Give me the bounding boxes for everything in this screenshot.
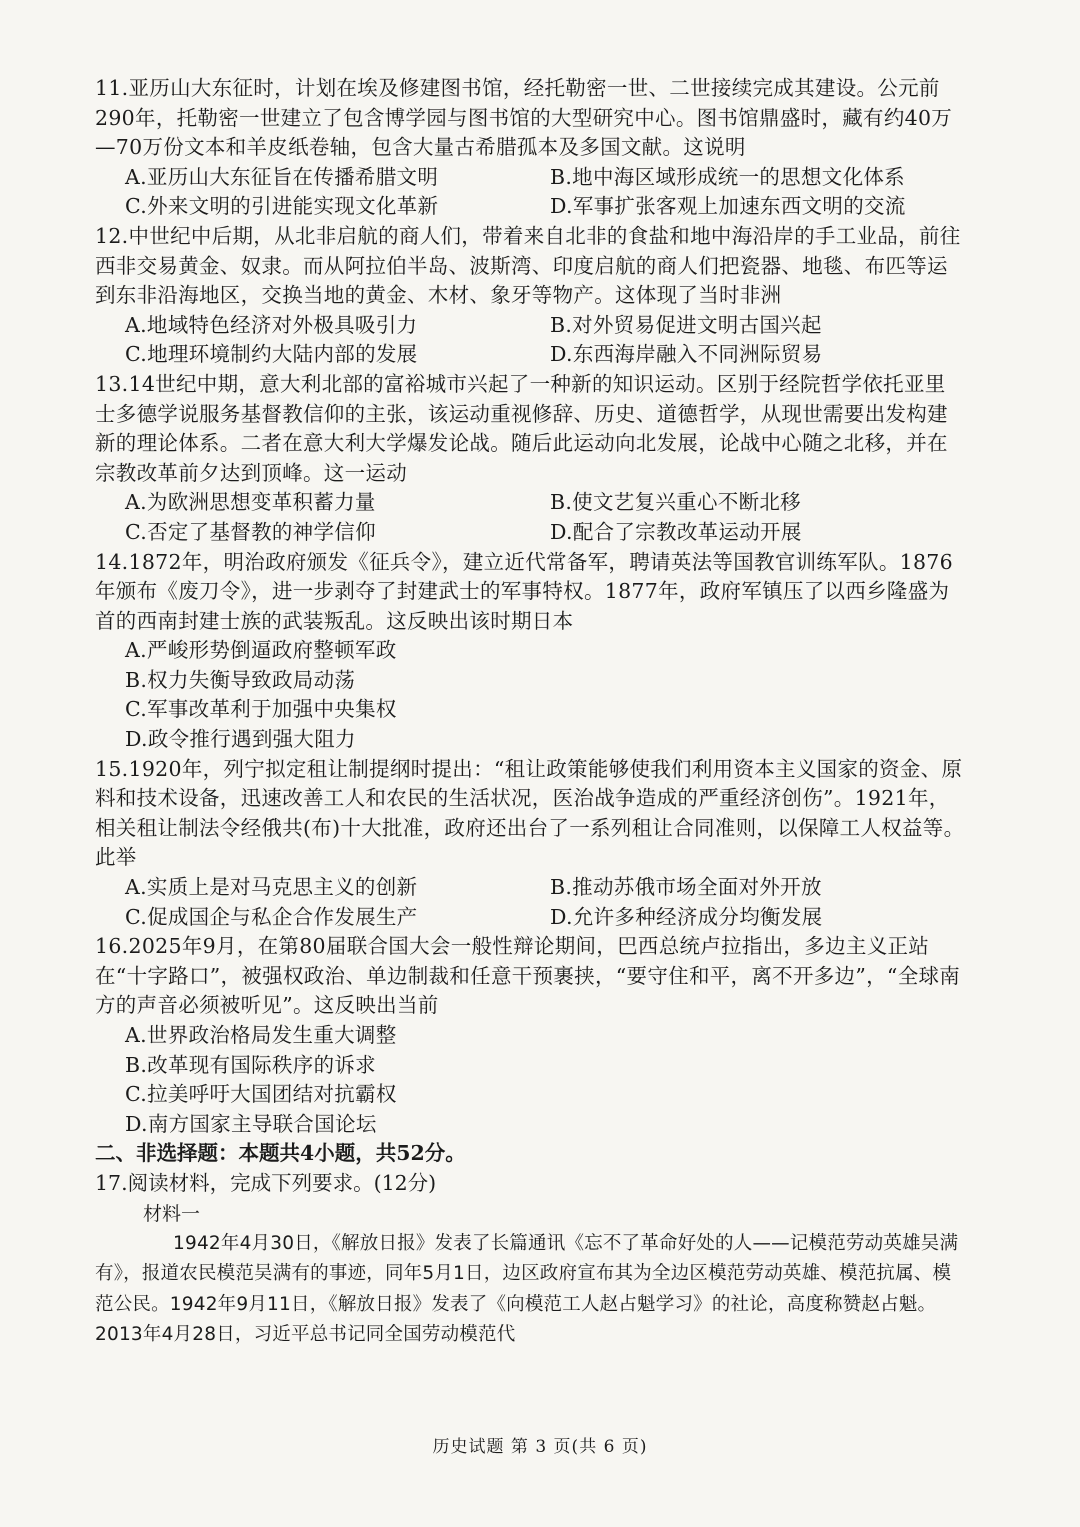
option-c: C.拉美呼吁大国团结对抗霸权: [125, 1082, 397, 1107]
question-14: [95, 548, 965, 755]
question-stem: 16.2025年9月，在第80届联合国大会一般性辩论期间，巴西总统卢拉指出，多边主义正站在“十字路口”，被强权政治、单边制裁和任意干预裹挟，“要守住和平，离不开多边”，“全球南方的声音必须被听见”。这反映出当前: [95, 934, 961, 1018]
option-d: D.南方国家主导联合国论坛: [125, 1111, 377, 1136]
question-stem: 11.亚历山大东征时，计划在埃及修建图书馆，经托勒密一世、二世接续完成其建设。公元前290年，托勒密一世建立了包含博学园与图书馆的大型研究中心。图书馆鼎盛时，藏有约40万—70万份文本和羊皮纸卷轴，包含大量古希腊孤本及多国文献。这说明: [95, 76, 953, 160]
option-d: D.东西海岸融入不同洲际贸易: [550, 342, 823, 367]
question-stem: 12.中世纪中后期，从北非启航的商人们，带着来自北非的食盐和地中海沿岸的手工业品，前往西非交易黄金、奴隶。而从阿拉伯半岛、波斯湾、印度启航的商人们把瓷器、地毯、布匹等运到东非沿海地区，交换当地的黄金、木材、象牙等物产。这体现了当时非洲: [95, 223, 961, 308]
option-c: C.军事改革利于加强中央集权: [125, 697, 397, 722]
options: [95, 636, 965, 754]
section-title: 二、非选择题：本题共4小题，共52分。: [95, 1141, 466, 1166]
exam-page: [95, 74, 965, 1351]
option-a: A.为欧洲思想变革积蓄力量: [125, 490, 376, 515]
question-11: [95, 74, 965, 222]
option-d: D.政令推行遇到强大阻力: [125, 727, 356, 752]
option-b: B.使文艺复兴重心不断北移: [550, 490, 801, 515]
options: [95, 1021, 965, 1139]
option-a: A.严峻形势倒逼政府整顿军政: [125, 638, 397, 663]
page-footer: 历史试题 第 3 页(共 6 页): [432, 1437, 648, 1457]
option-b: B.对外贸易促进文明古国兴起: [550, 312, 822, 337]
option-d: D.允许多种经济成分均衡发展: [550, 904, 823, 929]
option-c: C.外来文明的引进能实现文化革新: [125, 194, 439, 219]
option-b: B.权力失衡导致政局动荡: [125, 667, 356, 692]
option-b: B.推动苏俄市场全面对外开放: [550, 875, 822, 900]
question-stem: 15.1920年，列宁拟定租让制提纲时提出：“租让政策能够使我们利用资本主义国家的资金、原料和技术设备，迅速改善工人和农民的生活状况，医治战争造成的严重经济创伤”。1921年，相关租让制法令经俄共(布)十大批准，政府还出台了一系列租让合同准则，以保障工人权益等。此举: [95, 756, 965, 870]
option-a: A.亚历山大东征旨在传播希腊文明: [125, 164, 439, 189]
options: [95, 311, 965, 370]
options: [95, 488, 965, 547]
option-b: B.地中海区域形成统一的思想文化体系: [550, 164, 905, 189]
option-a: A.世界政治格局发生重大调整: [125, 1023, 397, 1047]
material-label: 材料一: [143, 1202, 201, 1225]
option-b: B.改革现有国际秩序的诉求: [125, 1052, 376, 1077]
option-c: C.促成国企与私企合作发展生产: [125, 904, 418, 929]
options: [95, 873, 965, 932]
question-stem: 14.1872年，明治政府颁发《征兵令》，建立近代常备军，聘请英法等国教官训练军队。1876年颁布《废刀令》，进一步剥夺了封建武士的军事特权。1877年，政府军镇压了以西乡隆盛为首的西南封建士族的武装叛乱。这反映出该时期日本: [95, 549, 953, 633]
material-text: 1942年4月30日，《解放日报》发表了长篇通讯《忘不了革命好处的人——记模范劳动英雄吴满有》，报道农民模范吴满有的事迹，同年5月1日，边区政府宣布其为全边区模范劳动英雄、模范抗属、模范公民。1942年9月11日，《解放日报》发表了《向模范工人赵占魁学习》的社论，高度称赞赵占魁。2013年4月28日，习近平总书记同全国劳动模范代: [95, 1232, 959, 1346]
question-17-heading: 17.阅读材料，完成下列要求。(12分): [95, 1170, 437, 1195]
options: [95, 163, 965, 222]
question-15: [95, 755, 965, 933]
question-16: [95, 932, 965, 1139]
question-13: [95, 370, 965, 548]
option-a: A.地域特色经济对外极具吸引力: [125, 312, 418, 337]
option-d: D.军事扩张客观上加速东西文明的交流: [550, 194, 906, 219]
option-d: D.配合了宗教改革运动开展: [550, 519, 802, 544]
option-a: A.实质上是对马克思主义的创新: [125, 875, 418, 900]
question-stem: 13.14世纪中期，意大利北部的富裕城市兴起了一种新的知识运动。区别于经院哲学依托亚里士多德学说服务基督教信仰的主张，该运动重视修辞、历史、道德哲学，从现世需要出发构建新的理论体系。二者在意大利大学爆发论战。随后此运动向北发展，论战中心随之北移，并在宗教改革前夕达到顶峰。这一运动: [95, 371, 948, 485]
option-c: C.否定了基督教的神学信仰: [125, 519, 376, 544]
question-12: [95, 222, 965, 370]
option-c: C.地理环境制约大陆内部的发展: [125, 342, 418, 367]
